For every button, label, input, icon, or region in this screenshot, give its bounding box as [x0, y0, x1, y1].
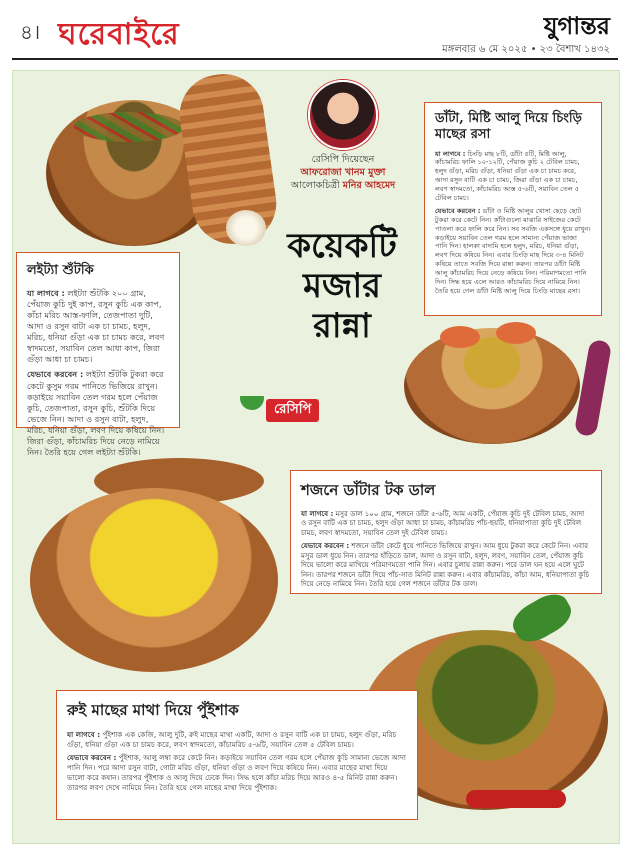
recipe-card-chingri-rosa: [424, 102, 602, 316]
author-avatar: [308, 80, 378, 150]
recipe-card-lotia-shutki: [16, 252, 180, 457]
dish-photo-chingri-rosa: [404, 318, 580, 444]
headline-line: মজার: [303, 266, 381, 307]
masthead: [0, 0, 630, 62]
recipe-card-pui-shak: [56, 690, 418, 820]
photo-credit-prefix: আলোকচিত্রী: [290, 179, 340, 191]
method-label: যেভাবে করবেন :: [67, 753, 117, 763]
ingredients-label: যা লাগবে :: [67, 730, 101, 739]
newspaper-logo: যুগান্তর: [543, 11, 610, 40]
dish-photo-tok-dal: [30, 458, 280, 672]
chili-photo: [466, 790, 566, 808]
recipe-ingredients: যা লাগবে : মসুর ডাল ১০০ গ্রাম, শজনে ডাঁটা ৫-৬টি, আম একটি, পেঁয়াজ কুচি দুই টেবিল চামচ, আদা ও রসুন বাটি এক চা চামচ, হলুদ গুঁড়া আধা চা চামচ, কাঁচামরিচ পাঁচ-ছয়টি, ধনিয়াপাতা কুচি দুই টেবিল চামচ, লবণ স্বাদমতো, সয়াবিন তেল দুই টেবিল চামচ।: [301, 510, 585, 537]
recipe-method: যেভাবে করবেন : লইট্যা শুঁটকি টুকরা করে কেটে কুসুম গরম পানিতে ভিজিয়ে রাখুন। কড়াইয়ে সয়াবিন তেল গরম হলে পেঁয়াজ কুচি, তেজপাতা, রসুন কুচি, শুঁটকি দিয়ে ভেজে নিন। আদা ও রসুন বাটা, হলুদ, মরিচ, ধনিয়া গুঁড়া, লবণ দিয়ে কষিয়ে নিন। জিরা গুঁড়া, কাঁচামরিচ দিয়ে নেড়ে নামিয়ে নিন। তৈরি হয়ে গেল লইট্যা শুঁটকি।: [27, 369, 165, 457]
recipe-ingredients: যা লাগবে : পুঁইশাক এক কেজি, আলু দুটি, রুই মাছের মাথা একটি, আদা ও রসুন বাটি এক চা চামচ, হলুদ গুঁড়া, মরিচ গুঁড়া, ধনিয়া গুঁড়া এক চা চামচ করে, লবণ স্বাদমতো, কাঁচামরিচ ৫-৬টি, সয়াবিন তেল ৫ টেবিল চামচ।: [67, 730, 397, 749]
ingredients-label: যা লাগবে :: [301, 510, 334, 518]
page-number: ৪।: [20, 20, 41, 44]
author-name: আফরোজা খানম মুক্তা: [300, 166, 386, 178]
recipe-title: রুই মাছের মাথা দিয়ে পুঁইশাক: [67, 701, 239, 719]
recipe-ingredients: যা লাগবে : চিংড়ি মাছ ৮টি, ডাঁটা ৫টি, মিষ্টি আলু, কাঁচামরিচ ফালি ১০-১২টি, পেঁয়াজ কুচি ২ টেবিল চামচ, হলুদ গুঁড়া, মরিচ গুঁড়া, ধনিয়া গুঁড়া এক চা চামচ করে, আদা রসুন বাটি এক চা চামচ, জিরা গুঁড়া এক চা চামচ, লবণ স্বাদমতো, কাঁচামরিচ আস্ত ৫-৬টি, সয়াবিন তেল ৫ টেবিল চামচ।: [435, 149, 580, 202]
ingredients-label: যা লাগবে :: [435, 149, 466, 158]
section-title: ঘরেবাইরে: [58, 17, 180, 52]
headline-line: কয়েকটি: [287, 226, 397, 266]
recipe-title: লইট্যা শুঁটকি: [27, 263, 94, 278]
recipe-method: যেভাবে করবেন : পুঁইশাক, আলু লম্বা করে কেটে নিন। কড়াইয়ে সয়াবিন তেল গরম হলে পেঁয়াজ কুচি সামান্য ভেজে আদা পানি দিন। পরে আদা রসুন বাটা, গোটা মরিচ গুঁড়া, ধনিয়া গুঁড়া ও লবণ দিয়ে কষিয়ে নিন। এবার মাছের মাথা দিয়ে ভালো করে কষান। তারপর পুঁইশাক ও আলু দিয়ে ঢেকে দিন। সিদ্ধ হলে কাঁচা মরিচ দিয়ে আরও ৪-৫ মিনিট রান্না করুন। তারপর লবণ দেখে নামিয়ে নিন। তৈরি হয়ে গেল মাছের মাথা দিয়ে পুঁইশাক।: [67, 753, 406, 792]
dateline: মঙ্গলবার ৬ মে ২০২৫ • ২৩ বৈশাখ ১৪৩২: [442, 44, 610, 55]
method-label: যেভাবে করবেন :: [301, 542, 350, 551]
recipe-method: যেভাবে করবেন : ডাঁটা ও মিষ্টি আলুর খোসা ছেড়ে ছোট টুকরা করে কেটে নিন। কাঁটাগুলো মাঝারি সাইজের কেটে পাতলা করে ফালি করে নিন। সব সবজি একসঙ্গে ধুয়ে রাখুন। কড়াইয়ে সয়াবিন তেল গরম হলে সামান্য পেঁয়াজ ভাজা পানি দিন। হালকা বাদামি হলে হলুদ, মরিচ, ধনিয়া গুঁড়া, লবণ দিয়ে কষিয়ে নিন। এবার চিংড়ি মাছ দিয়ে ৩-৪ মিনিট কষিয়ে তাতে সবজি দিয়ে রান্না করুন। তারপর ডাঁটা মিষ্টি আলু কাঁচামরিচ দিয়ে নেড়ে কষিয়ে নিন। পরিমাণমতো পানি দিন। সিদ্ধ হয়ে এলে আরও কাঁচামরিচ দিয়ে নামিয়ে নিন। তৈরি হয়ে গেল ডাঁটা মিষ্টি আলু দিয়ে চিংড়ি মাছের রসা।: [435, 206, 591, 295]
recipe-logo: রেসিপি: [266, 399, 319, 422]
feature-headline: [282, 226, 402, 346]
recipe-method: যেভাবে করবেন : শজনে ডাঁটা কেটে ধুয়ে পানিতে ভিজিয়ে রাখুন। আম ধুয়ে টুকরা করে কেটে নিন। এবার মসুর ডাল ধুয়ে নিন। তারপর হাঁড়িতে ডাল, আদা ও রসুন বাটা, হলুদ, লবণ, সয়াবিন তেল, পেঁয়াজ কুচি দিয়ে ভালো করে মাখিয়ে পরিমাণমতো পানি দিন। এবার চুলায় রান্না করুন। পরে ডাল ঘন হয়ে এলে ঘুটে নিন। তারপর শজনে ডাঁটা দিয়ে পাঁচ-সাত মিনিট রান্না করুন। এবার কাঁচামরিচ, কাঁচা আম, ধনিয়াপাতা কুচি দিয়ে নেড়ে নামিয়ে নিন। তৈরি হয়ে গেল শজনে ডাঁটার টক ডাল।: [301, 542, 590, 589]
ingredients-label: যা লাগবে :: [27, 288, 65, 298]
credit-line: রেসিপি দিয়েছেন: [311, 154, 375, 165]
recipe-ingredients: যা লাগবে : লইট্যা শুঁটকি ২০০ গ্রাম, পেঁয়াজ কুচি দুই কাপ, রসুন কুচি এক কাপ, কাঁচা মরিচ আস্ত-ফালি, তেজপাতা দুটি, আদা ও রসুন বাটা এক চা চামচ, হলুদ, মরিচ, ধনিয়া গুঁড়া এক চা চামচ করে, লবণ স্বাদমতো, সয়াবিন তেল আধা কাপ, জিরা গুঁড়া আধা চা চামচ।: [27, 288, 165, 365]
photographer-name: মনির আহমেদ: [342, 179, 396, 191]
headline-line: রান্না: [313, 306, 371, 347]
recipe-credits: [268, 154, 418, 192]
method-label: যেভাবে করবেন :: [435, 206, 481, 215]
recipe-card-tok-dal: [290, 470, 602, 594]
recipe-title: ডাঁটা, মিষ্টি আলু দিয়ে চিংড়ি মাছের রসা: [435, 111, 582, 143]
masthead-divider: [12, 58, 618, 60]
method-label: যেভাবে করবেন :: [27, 369, 84, 380]
garlic-photo: [226, 210, 266, 246]
recipe-title: শজনে ডাঁটার টক ডাল: [301, 481, 436, 499]
